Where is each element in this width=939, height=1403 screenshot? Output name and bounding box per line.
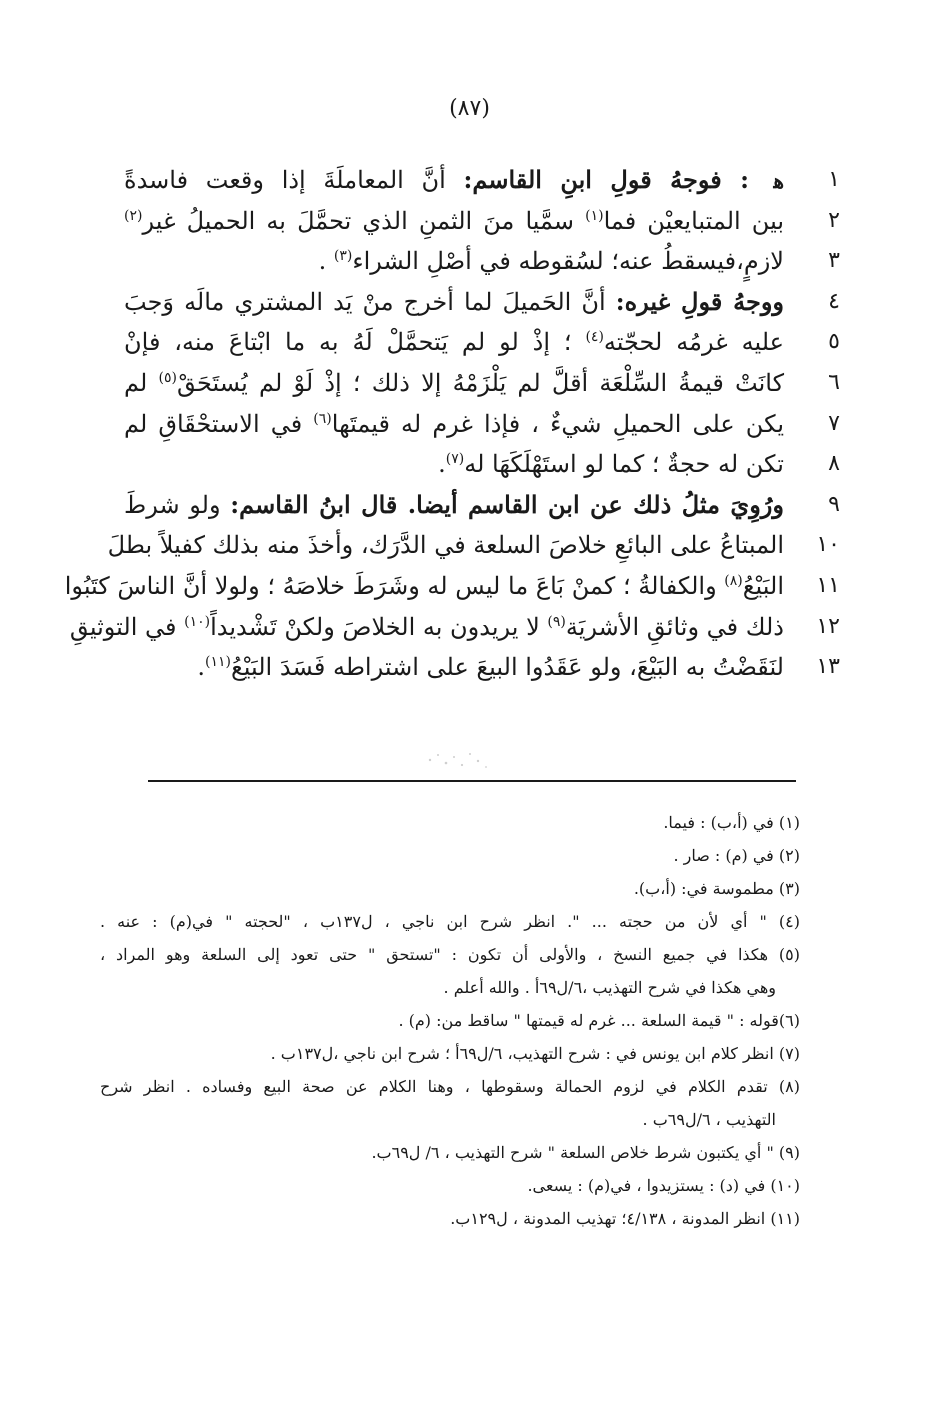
footnote: (١) في (أ،ب) : فيما. xyxy=(663,813,800,832)
footnote: (١٠) في (د) : يستزيدوا ، في(م) : يسعى. xyxy=(527,1176,800,1195)
main-text xyxy=(64,160,840,688)
line-text: ورُوِيَ مثلُ ذلك عن ابن القاسم أيضا. قال ابنُ القاسم: ولو شرطَ xyxy=(124,489,784,519)
text-line xyxy=(100,363,840,404)
line-number: ٧ xyxy=(828,410,840,436)
footnote-marker: (٥) xyxy=(158,369,177,386)
footnote-continuation: وهي هكذا في شرح التهذيب ،٦/ل٦٩أ . والله أعلم . xyxy=(443,978,776,997)
text-line xyxy=(100,647,840,688)
footnote: (١١) انظر المدونة ، ٤/١٣٨؛ تهذيب المدونة ، ل١٢٩ب. xyxy=(450,1209,800,1228)
line-number: ٣ xyxy=(828,248,840,274)
ornament-mark xyxy=(420,745,500,775)
line-text: لازمٍ،فيسقطُ عنه؛ لسُقوطه في أصْلِ الشراء$^{(٣)}$ . xyxy=(318,247,784,276)
line-number: ١ xyxy=(828,167,840,192)
text-line xyxy=(100,282,840,323)
line-text: كانَتْ قيمةُ السِّلْعَة أقلَّ لم يَلْزَمْهُ إلا ذلك ؛ إذْ لَوْ لم يُستَحَقْ$^{(٥)}$ لم xyxy=(124,368,784,397)
footnote-continuation: التهذيب ، ٦/ل٦٩ب . xyxy=(642,1110,776,1129)
line-number: ١٠ xyxy=(816,532,840,558)
line-text: تكن له حجةٌ ؛ كما لو استَهْلَكَهَا له$^{(٧)}$. xyxy=(438,450,784,479)
page-number: (٨٧) xyxy=(449,96,490,121)
footnote: (٢) في (م) : صار . xyxy=(673,846,800,865)
line-number: ١٢ xyxy=(816,613,840,639)
footnote-marker: (١٠) xyxy=(184,613,211,630)
footnote: (٨) تقدم الكلام في لزوم الحمالة وسقوطها ، وهنا الكلام عن صحة البيع وفساده . انظر شرح xyxy=(100,1077,800,1096)
footnote: (٣) مطموسة في: (أ،ب). xyxy=(633,879,800,898)
footnote: (٩) " أي يكتبون شرط خلاص السلعة " شرح التهذيب ، ٦/ ل٦٩ب. xyxy=(371,1143,800,1162)
line-text: ﻫ : فوجهُ قولِ ابنِ القاسم: أنَّ المعاملَةَ إذا وقعت فاسدةً xyxy=(124,165,784,194)
footnote-marker: (٨) xyxy=(724,572,743,589)
footnote-marker: (٩) xyxy=(547,613,566,630)
footnote-marker: (٤) xyxy=(585,329,604,346)
footnote-separator xyxy=(148,780,796,782)
line-text: المبتاعُ على البائعِ خلاصَ السلعة في الدَّرَك، وأخذَ منه بذلك كفيلاً بطلَ xyxy=(107,531,784,560)
line-text: لنَقَضْتُ به البَيْعَ، ولو عَقَدُوا البيعَ على اشتراطه فَسَدَ البَيْعُ$^{(١١)}$. xyxy=(197,653,784,682)
footnotes xyxy=(100,806,800,1235)
line-number: ٩ xyxy=(828,491,840,517)
line-number: ١٣ xyxy=(816,654,840,680)
text-line xyxy=(64,566,840,607)
heading-phrase: : فوجهُ قولِ ابنِ القاسم: xyxy=(463,165,768,194)
footnote-marker: (١١) xyxy=(205,654,231,671)
line-number: ٦ xyxy=(828,369,840,395)
line-number: ٨ xyxy=(828,451,840,477)
line-text: بين المتبايعيْن فما$^{(١)}$ سمَّيا منَ الثمنِ الذي تحمَّلَ به الحميلُ غير$^{(٢)}$ xyxy=(124,206,784,235)
footnote-marker: (٧) xyxy=(445,451,465,468)
line-text: ذلك في وثائقِ الأشريَة$^{(٩)}$ لا يريدون به الخلاصَ ولكنْ تَشْديداً$^{(١٠)}$ في التوثيقِ xyxy=(69,612,784,641)
footnote-marker: (٣) xyxy=(333,248,353,265)
text-line xyxy=(100,160,840,201)
line-number: ١١ xyxy=(816,572,840,598)
text-line xyxy=(100,444,840,485)
text-line xyxy=(100,241,840,282)
line-text: عليه غرمُه لحجّته$^{(٤)}$ ؛ إذْ لو لم يَتحمَّلْ لَهُ به ما ابْتاعَ منه، فإنْ xyxy=(124,328,784,357)
line-number: ٢ xyxy=(828,207,840,233)
footnote: (٧) انظر كلام ابن يونس في : شرح التهذيب، ٦/ل٦٩أ ؛ شرح ابن ناجي ،ل١٣٧ب . xyxy=(270,1044,800,1063)
text-line xyxy=(100,485,840,526)
text-line xyxy=(100,322,840,363)
text-line xyxy=(100,525,840,566)
text-line xyxy=(100,201,840,242)
footnote-marker: (٦) xyxy=(313,410,332,427)
line-text: يكن على الحميلِ شيءٌ ، فإذا غرم له قيمتَها$^{(٦)}$ في الاستحْقَاقِ لم xyxy=(124,409,785,438)
footnote: (٦)قوله : " قيمة السلعة ... غرم له قيمتها " ساقط من: (م) . xyxy=(398,1011,800,1030)
footnote: (٤) " أي لأن من حجته ... ". انظر شرح ابن ناجي ، ل١٣٧ب ، "لحجته " في(م) : عنه . xyxy=(100,912,800,931)
footnote: (٥) هكذا في جميع النسخ ، والأولى أن تكون : "تستحق " حتى تعود إلى السلعة وهو المراد ، xyxy=(100,945,800,964)
text-line xyxy=(69,607,840,648)
heading-phrase: ورُوِيَ مثلُ ذلك عن ابن القاسم أيضا. قال ابنُ القاسم: xyxy=(230,489,784,519)
heading-phrase: ووجهُ قولِ غيره: xyxy=(615,286,785,316)
line-text: ووجهُ قولِ غيره: أنَّ الحَميلَ لما أخرج منْ يَد المشتري مالَه وَجبَ xyxy=(124,286,785,316)
marginal-mark: ﻫ xyxy=(773,169,784,193)
line-number: ٥ xyxy=(828,329,840,355)
line-number: ٤ xyxy=(828,288,840,314)
footnote-marker: (١) xyxy=(585,207,604,224)
text-line xyxy=(100,404,840,445)
line-text: البَيْعُ$^{(٨)}$ والكفالةُ ؛ كمنْ بَاعَ ما ليس له وشَرَطَ خلاصَهُ ؛ ولولا أنَّ الناسَ كتَبُوا xyxy=(64,571,784,600)
footnote-marker: (٢) xyxy=(124,207,143,224)
